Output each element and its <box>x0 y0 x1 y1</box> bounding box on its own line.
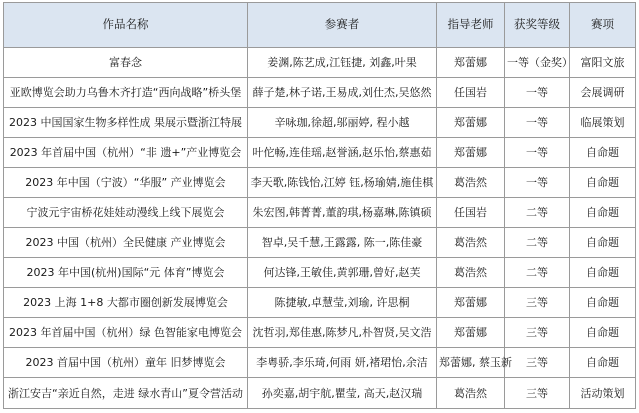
cell-teacher: 郑蕾娜 <box>437 288 505 318</box>
table-row <box>4 78 636 108</box>
cell-work-name: 2023 年首届中国（杭州）绿 色智能家电博览会 <box>4 318 248 348</box>
header-row <box>4 3 636 48</box>
cell-award-level: 二等 <box>505 198 570 228</box>
header-participants: 参赛者 <box>248 3 437 48</box>
cell-track: 自命题 <box>570 348 636 378</box>
cell-award-level: 三等 <box>505 348 570 378</box>
cell-participants: 姜渊,陈艺成,江钰捷, 刘鑫,叶果 <box>248 48 437 78</box>
cell-award-level: 一等 <box>505 168 570 198</box>
table-body <box>4 48 636 409</box>
table-row <box>4 168 636 198</box>
cell-award-level: 三等 <box>505 288 570 318</box>
cell-participants: 李天歌,陈钱怡,江婷 钰,杨瑜婧,施佳棋 <box>248 168 437 198</box>
cell-work-name: 亚欧博览会助力乌鲁木齐打造“西向战略”桥头堡 <box>4 78 248 108</box>
cell-work-name: 2023 首届中国（杭州）童年 旧梦博览会 <box>4 348 248 378</box>
cell-track: 自命题 <box>570 258 636 288</box>
header-award-level: 获奖等级 <box>505 3 570 48</box>
cell-participants: 智卓,吴千慧,王露露, 陈一,陈佳豪 <box>248 228 437 258</box>
cell-teacher: 葛浩然 <box>437 168 505 198</box>
cell-work-name: 2023 年首届中国（杭州）“非 遗+”产业博览会 <box>4 138 248 168</box>
header-track: 赛项 <box>570 3 636 48</box>
cell-participants: 李粤骄,李乐琦,何雨 妍,褚珺怡,余洁 <box>248 348 437 378</box>
table-row <box>4 378 636 409</box>
cell-track: 自命题 <box>570 198 636 228</box>
table-row <box>4 318 636 348</box>
cell-award-level: 一等 <box>505 78 570 108</box>
cell-award-level: 一等 <box>505 108 570 138</box>
cell-participants: 薛子楚,林子诺,王易成,刘仕杰,吴悠然 <box>248 78 437 108</box>
cell-teacher: 葛浩然 <box>437 228 505 258</box>
cell-teacher: 郑蕾娜, 蔡玉新 <box>437 348 505 378</box>
cell-track: 活动策划 <box>570 378 636 409</box>
table-row <box>4 258 636 288</box>
header-work-name: 作品名称 <box>4 3 248 48</box>
cell-work-name: 宁波元宇宙桥花娃娃动漫线上线下展览会 <box>4 198 248 228</box>
cell-award-level: 二等 <box>505 258 570 288</box>
cell-award-level: 二等 <box>505 228 570 258</box>
cell-participants: 辛咏珈,徐超,邬丽婷, 程小越 <box>248 108 437 138</box>
cell-teacher: 葛浩然 <box>437 258 505 288</box>
cell-work-name: 2023 年中国(杭州)国际“元 体育”博览会 <box>4 258 248 288</box>
cell-participants: 沈哲羽,郑佳惠,陈梦凡,朴智贤,吴文浩 <box>248 318 437 348</box>
cell-teacher: 郑蕾娜 <box>437 138 505 168</box>
table-row <box>4 348 636 378</box>
header-teacher: 指导老师 <box>437 3 505 48</box>
cell-award-level: 三等 <box>505 378 570 409</box>
table-row <box>4 48 636 78</box>
table-header <box>4 3 636 48</box>
cell-work-name: 2023 中国（杭州）全民健康 产业博览会 <box>4 228 248 258</box>
cell-work-name: 富春念 <box>4 48 248 78</box>
cell-track: 临展策划 <box>570 108 636 138</box>
cell-work-name: 2023 上海 1+8 大都市圈创新发展博览会 <box>4 288 248 318</box>
table-row <box>4 228 636 258</box>
cell-track: 自命题 <box>570 288 636 318</box>
table-row <box>4 198 636 228</box>
cell-teacher: 任国岩 <box>437 198 505 228</box>
cell-participants: 朱宏图,韩菁菁,董韵琪,杨嘉琳,陈镇硕 <box>248 198 437 228</box>
cell-track: 富阳文旅 <box>570 48 636 78</box>
cell-teacher: 郑蕾娜 <box>437 108 505 138</box>
cell-track: 自命题 <box>570 228 636 258</box>
cell-award-level: 一等（金奖） <box>505 48 570 78</box>
cell-teacher: 郑蕾娜 <box>437 318 505 348</box>
cell-teacher: 任国岩 <box>437 78 505 108</box>
awards-table <box>3 2 636 409</box>
table-row <box>4 108 636 138</box>
cell-award-level: 一等 <box>505 138 570 168</box>
cell-participants: 陈捷敏,卓慧莹,刘瑜, 许思桐 <box>248 288 437 318</box>
cell-award-level: 三等 <box>505 318 570 348</box>
cell-work-name: 2023 年中国（宁波）“华服” 产业博览会 <box>4 168 248 198</box>
cell-work-name: 2023 中国国家生物多样性成 果展示暨浙江特展 <box>4 108 248 138</box>
cell-track: 自命题 <box>570 138 636 168</box>
cell-participants: 何达锋,王敏佳,黄郭珊,曾好,赵芙 <box>248 258 437 288</box>
cell-participants: 叶佗畅,连佳瑶,赵誉涵,赵乐怡,蔡惠茹 <box>248 138 437 168</box>
cell-work-name: 浙江安吉“亲近自然，走进 绿水青山”夏令营活动 <box>4 378 248 409</box>
cell-track: 会展调研 <box>570 78 636 108</box>
cell-participants: 孙奕嘉,胡宇航,瞿莹, 高天,赵汉瑞 <box>248 378 437 409</box>
cell-teacher: 郑蕾娜 <box>437 48 505 78</box>
cell-teacher: 葛浩然 <box>437 378 505 409</box>
cell-track: 自命题 <box>570 318 636 348</box>
table-row <box>4 138 636 168</box>
cell-track: 自命题 <box>570 168 636 198</box>
table-row <box>4 288 636 318</box>
